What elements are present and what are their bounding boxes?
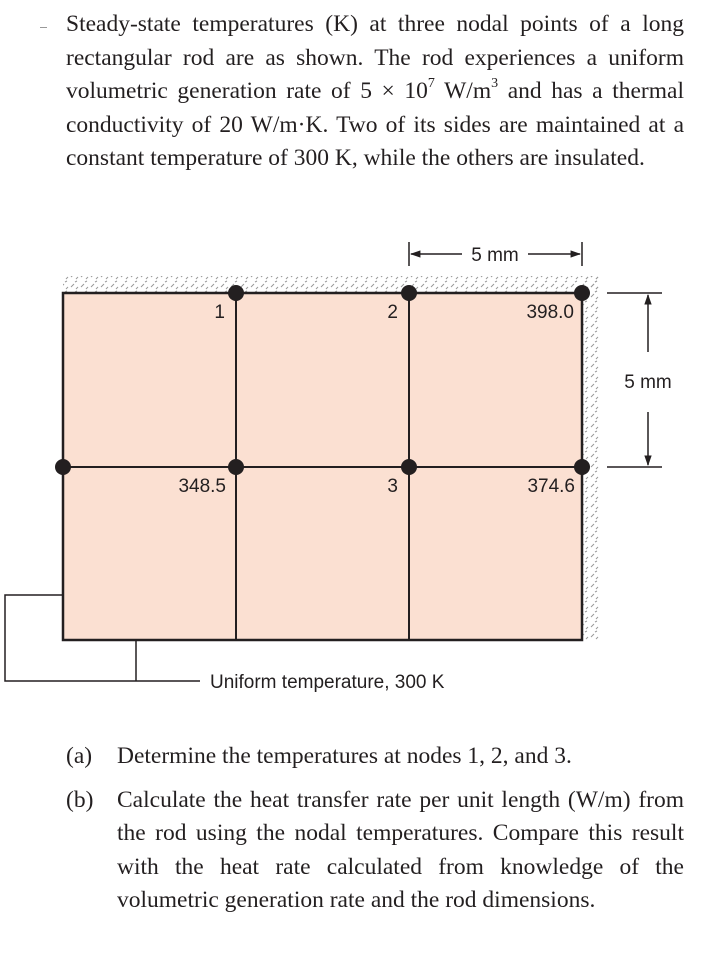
dimension-label-vertical: 5 mm	[624, 372, 672, 393]
problem-text-1: Steady-state temperatures (K) at three nodal points of a long rectangular rod are as shown. The rod experiences a uniform volumetric generation rate of 5 × 10	[66, 11, 684, 105]
rod-cross-section-figure	[0, 230, 706, 700]
question-text-b: Calculate the heat transfer rate per unit length (W/m) from the rod using the nodal temperatures. Compare this result with the heat rate calculated from knowledge of the volumetric generation rate and the rod dimensions.	[117, 787, 684, 913]
temperature-374: 374.6	[527, 476, 575, 497]
unit-exponent: 3	[491, 76, 499, 92]
problem-statement	[66, 8, 684, 176]
top-insulation	[63, 276, 600, 293]
node-top-middle-right	[401, 285, 417, 301]
problem-text-2: W/m	[434, 78, 492, 105]
node-label-2: 2	[387, 302, 398, 323]
question-label-a: (a)	[66, 743, 93, 769]
question-a	[66, 740, 684, 773]
temperature-348: 348.5	[178, 476, 226, 497]
question-text-a: Determine the temperatures at nodes 1, 2, and 3.	[117, 743, 572, 769]
temperature-398: 398.0	[526, 302, 574, 323]
question-label-b: (b)	[66, 787, 94, 814]
node-top-middle-left	[228, 285, 244, 301]
exponent: 7	[427, 76, 435, 92]
boundary-label: Uniform temperature, 300 K	[210, 672, 445, 693]
node-label-3: 3	[387, 476, 398, 497]
node-top-right	[574, 285, 590, 301]
node-label-1: 1	[214, 302, 225, 323]
node-mid-left	[55, 459, 71, 475]
dimension-label-horizontal: 5 mm	[471, 245, 519, 266]
node-mid-center-left	[228, 459, 244, 475]
question-b	[66, 784, 684, 917]
margin-mark	[40, 27, 47, 28]
node-mid-center-right	[401, 459, 417, 475]
question-list	[66, 740, 684, 928]
right-insulation	[582, 276, 600, 640]
node-mid-right	[574, 459, 590, 475]
problem-text-3: and has a thermal conductivity of 20 W/m·K. Two of its sides are maintained at a constant temperature of 300 K, while the others are insulated.	[66, 78, 684, 172]
